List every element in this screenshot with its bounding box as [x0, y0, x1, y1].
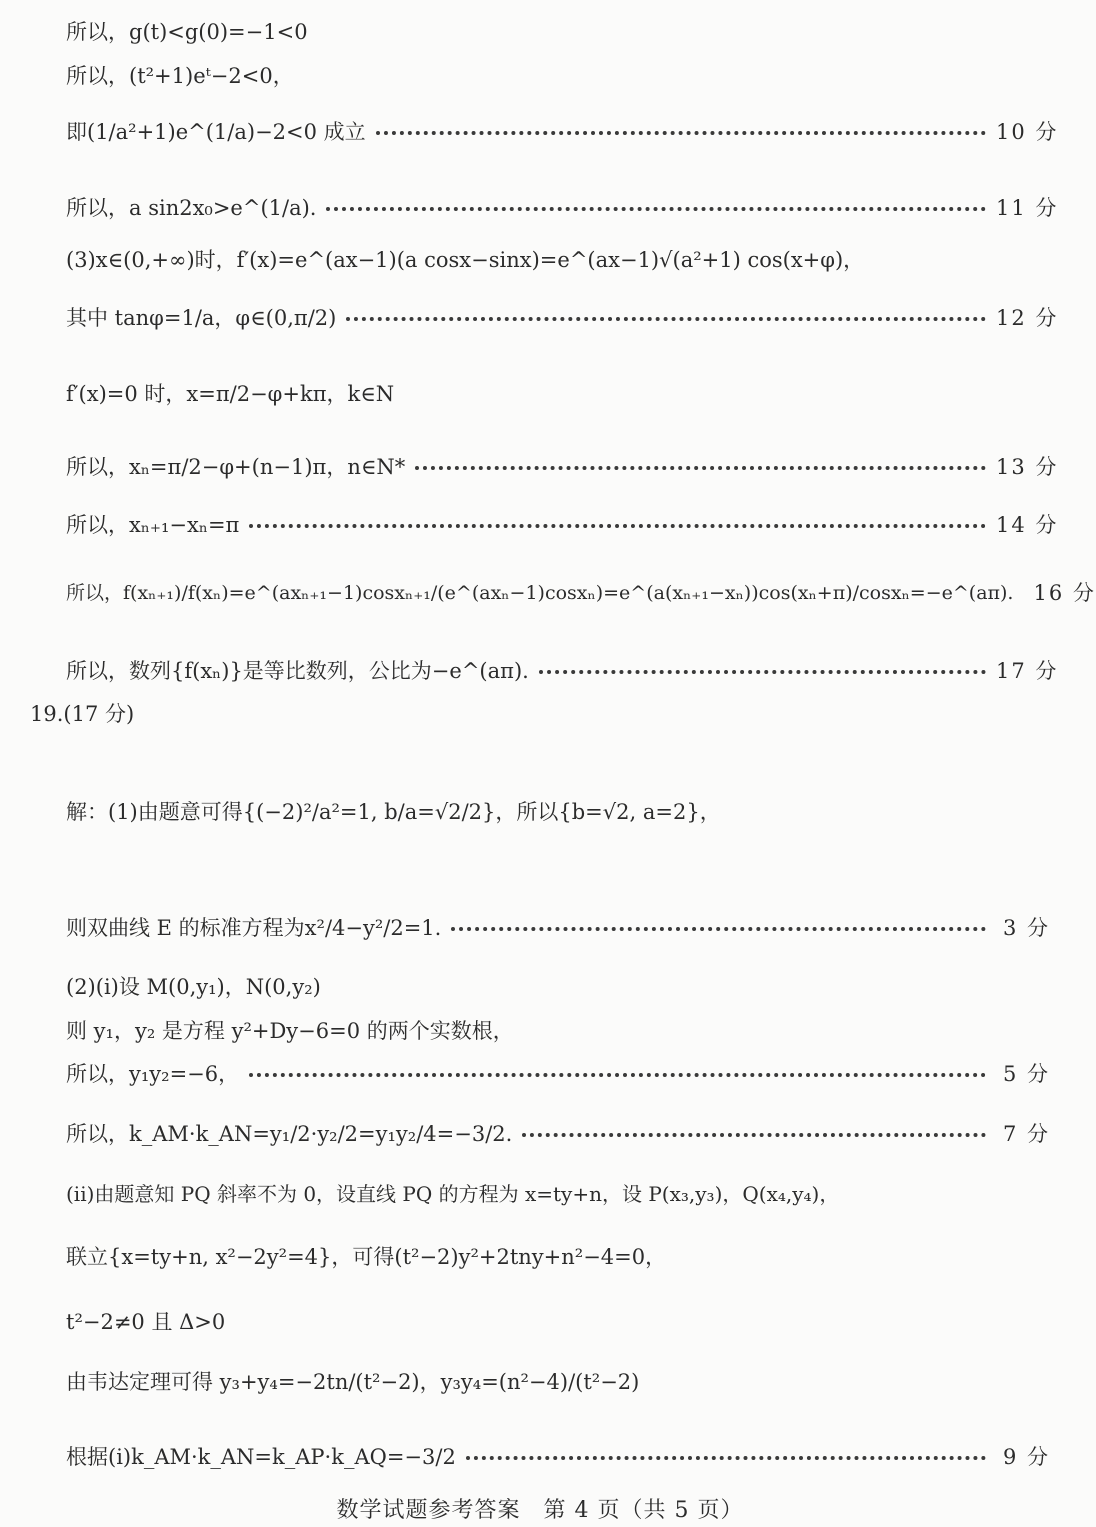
leader-dots [415, 466, 986, 470]
score: 10 分 [996, 120, 1059, 144]
line-14: 所以，xₙ₊₁−xₙ=π 14 分 [66, 513, 1059, 537]
leader-dots [326, 207, 986, 211]
score: 9 分 [1002, 1445, 1050, 1469]
leader-dots [249, 524, 986, 528]
leader-dots [522, 1133, 986, 1137]
score: 5 分 [1002, 1062, 1050, 1086]
line-9: 根据(i)k_AM·k_AN=k_AP·k_AQ=−3/2 9 分 [66, 1445, 1050, 1469]
score: 3 分 [1002, 916, 1050, 940]
line-5: 所以，y₁y₂=−6， 5 分 [66, 1062, 1050, 1086]
score: 12 分 [996, 306, 1059, 330]
score: 16 分 [1033, 581, 1096, 605]
line-7: 所以，k_AM·k_AN=y₁/2·y₂/2=y₁y₂/4=−3/2. 7 分 [66, 1122, 1050, 1146]
line-system-1: 解：(1)由题意可得{(−2)²/a²=1, b/a=√2/2}，所以{b=√2, a=2}， [66, 800, 721, 824]
line-system-2: 联立{x=ty+n, x²−2y²=4}，可得(t²−2)y²+2tny+n²−4=0， [66, 1245, 667, 1269]
line-vieta: 由韦达定理可得 y₃+y₄=−2tn/(t²−2)，y₃y₄=(n²−4)/(t²−2) [66, 1370, 640, 1394]
leader-dots [346, 317, 986, 321]
line-mn: (2)(i)设 M(0,y₁)，N(0,y₂) [66, 975, 321, 999]
line-13: 所以，xₙ=π/2−φ+(n−1)π，n∈N* 13 分 [66, 455, 1059, 479]
leader-dots [249, 1073, 986, 1077]
leader-dots [539, 670, 986, 674]
line-roots: 则 y₁，y₂ 是方程 y²+Dy−6=0 的两个实数根， [66, 1019, 514, 1043]
line-gt: 所以，g(t)<g(0)=−1<0 [66, 20, 308, 44]
score: 11 分 [996, 196, 1059, 220]
line-zero: f′(x)=0 时，x=π/2−φ+kπ，k∈N [66, 382, 395, 406]
line-3: 则双曲线 E 的标准方程为x²/4−y²/2=1. 3 分 [66, 916, 1050, 940]
page-footer: 数学试题参考答案 第 4 页（共 5 页） [336, 1498, 744, 1523]
line-11: 所以，a sin2x₀>e^(1/a). 11 分 [66, 196, 1059, 220]
score: 17 分 [996, 659, 1059, 683]
score: 7 分 [1002, 1122, 1050, 1146]
score: 14 分 [996, 513, 1059, 537]
question-19-heading: 19.(17 分) [30, 702, 135, 726]
line-16: 所以，f(xₙ₊₁)/f(xₙ)=e^(axₙ₊₁−1)cosxₙ₊₁/(e^(axₙ−1)cosxₙ)=e^(a(xₙ₊₁−xₙ))cos(xₙ+π)/cosxₙ=−e^(aπ). 16 分 [66, 581, 1096, 605]
line-discriminant: t²−2≠0 且 Δ>0 [66, 1310, 226, 1334]
line-17: 所以，数列{f(xₙ)}是等比数列，公比为−e^(aπ). 17 分 [66, 659, 1059, 683]
leader-dots [451, 927, 986, 931]
line-derivative: (3)x∈(0,+∞)时，f′(x)=e^(ax−1)(a cosx−sinx)=e^(ax−1)√(a²+1) cos(x+φ)， [66, 248, 865, 272]
line-10: 即(1/a²+1)e^(1/a)−2<0 成立 10 分 [66, 120, 1059, 144]
line-pq: (ii)由题意知 PQ 斜率不为 0，设直线 PQ 的方程为 x=ty+n，设 P(x₃,y₃)，Q(x₄,y₄)， [66, 1182, 840, 1206]
leader-dots [466, 1456, 986, 1460]
score: 13 分 [996, 455, 1059, 479]
leader-dots [376, 131, 986, 135]
line-12: 其中 tanφ=1/a，φ∈(0,π/2) 12 分 [66, 306, 1059, 330]
line-inequality: 所以，(t²+1)eᵗ−2<0， [66, 64, 294, 88]
